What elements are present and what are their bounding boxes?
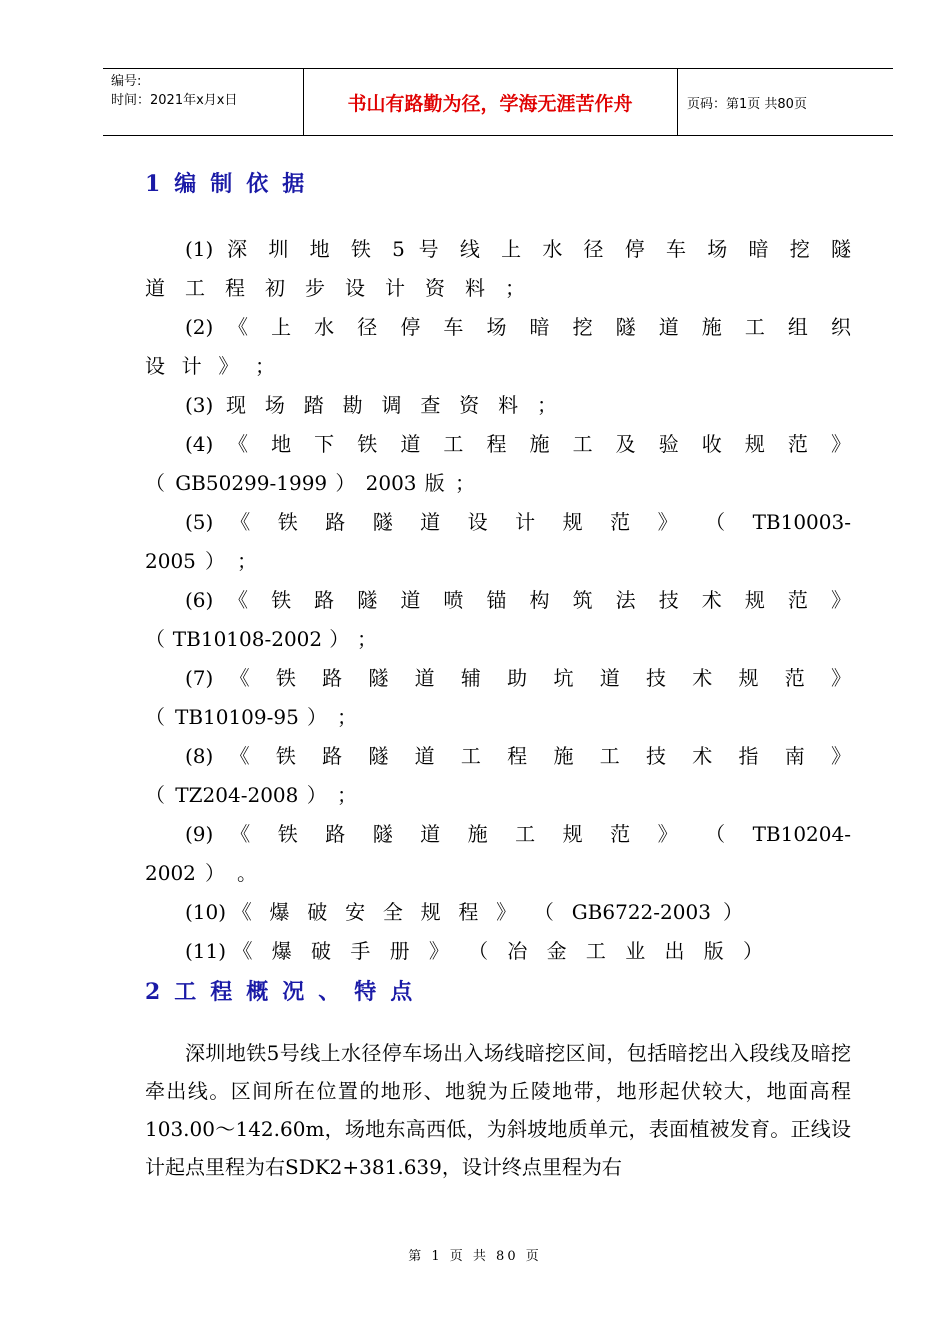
- header-meta: [111, 72, 237, 110]
- list-item-2-line-2: 设 计 》 ；: [145, 354, 275, 378]
- list-item-1-line-1: (1) 深 圳 地 铁 5 号 线 上 水 径 停 车 场 暗 挖 隧: [185, 237, 851, 261]
- list-item-7-line-1: (7) 《 铁 路 隧 道 辅 助 坑 道 技 术 规 范 》: [185, 666, 851, 690]
- list-item-2-line-1: (2) 《 上 水 径 停 车 场 暗 挖 隧 道 施 工 组 织: [185, 315, 851, 339]
- list-item-10: (10)《 爆 破 安 全 规 程 》 （ GB6722-2003 ）: [185, 900, 743, 924]
- serial-label: 编号:: [111, 74, 142, 89]
- list-item-6-line-2: （ TB10108-2002 ） ；: [145, 627, 377, 651]
- page-header: [103, 68, 893, 136]
- list-item-4-line-2: （ GB50299-1999 ） 2003 版 ；: [145, 471, 475, 495]
- overview-paragraph: 深圳地铁5号线上水径停车场出入场线暗挖区间，包括暗挖出入段线及暗挖牵出线。区间所在位置的地形、地貌为丘陵地带，地形起伏较大，地面高程103.00～142.60m，场地东高西低，为斜坡地质单元，表面植被发育。正线设计起点里程为右SDK2+381.639，设计终点里程为右: [145, 1041, 851, 1179]
- time-label: 时间：2021年x月x日: [111, 93, 238, 108]
- list-item-9-line-2: 2002 ） 。: [145, 861, 257, 885]
- header-motto: 书山有路勤为径，学海无涯苦作舟: [347, 92, 633, 115]
- section-heading-1: 1编制依据: [145, 171, 319, 197]
- list-item-6-line-1: (6) 《 铁 路 隧 道 喷 锚 构 筑 法 技 术 规 范 》: [185, 588, 851, 612]
- list-item-11: (11)《 爆 破 手 册 》 （ 冶 金 工 业 出 版 ）: [185, 939, 763, 963]
- list-item-8-line-1: (8) 《 铁 路 隧 道 工 程 施 工 技 术 指 南 》: [185, 744, 851, 768]
- list-item-1-line-2: 道 工 程 初 步 设 计 资 料 ；: [145, 276, 525, 300]
- list-item-9-line-1: (9) 《 铁 路 隧 道 施 工 规 范 》 （ TB10204-: [185, 822, 851, 846]
- list-item-5-line-2: 2005 ） ；: [145, 549, 257, 573]
- header-page-count: 页码：第1页 共80页: [687, 96, 807, 112]
- list-item-3: (3) 现 场 踏 勘 调 查 资 料 ；: [185, 393, 557, 417]
- list-item-5-line-1: (5) 《 铁 路 隧 道 设 计 规 范 》 （ TB10003-: [185, 510, 851, 534]
- page-footer: 第 1 页 共 80 页: [408, 1249, 542, 1264]
- list-item-7-line-2: （ TB10109-95 ） ；: [145, 705, 357, 729]
- list-item-4-line-1: (4) 《 地 下 铁 道 工 程 施 工 及 验 收 规 范 》: [185, 432, 851, 456]
- list-item-8-line-2: （ TZ204-2008 ） ；: [145, 783, 357, 807]
- section-heading-2: 2工程概况、特点: [145, 979, 427, 1005]
- header-divider: [677, 69, 678, 135]
